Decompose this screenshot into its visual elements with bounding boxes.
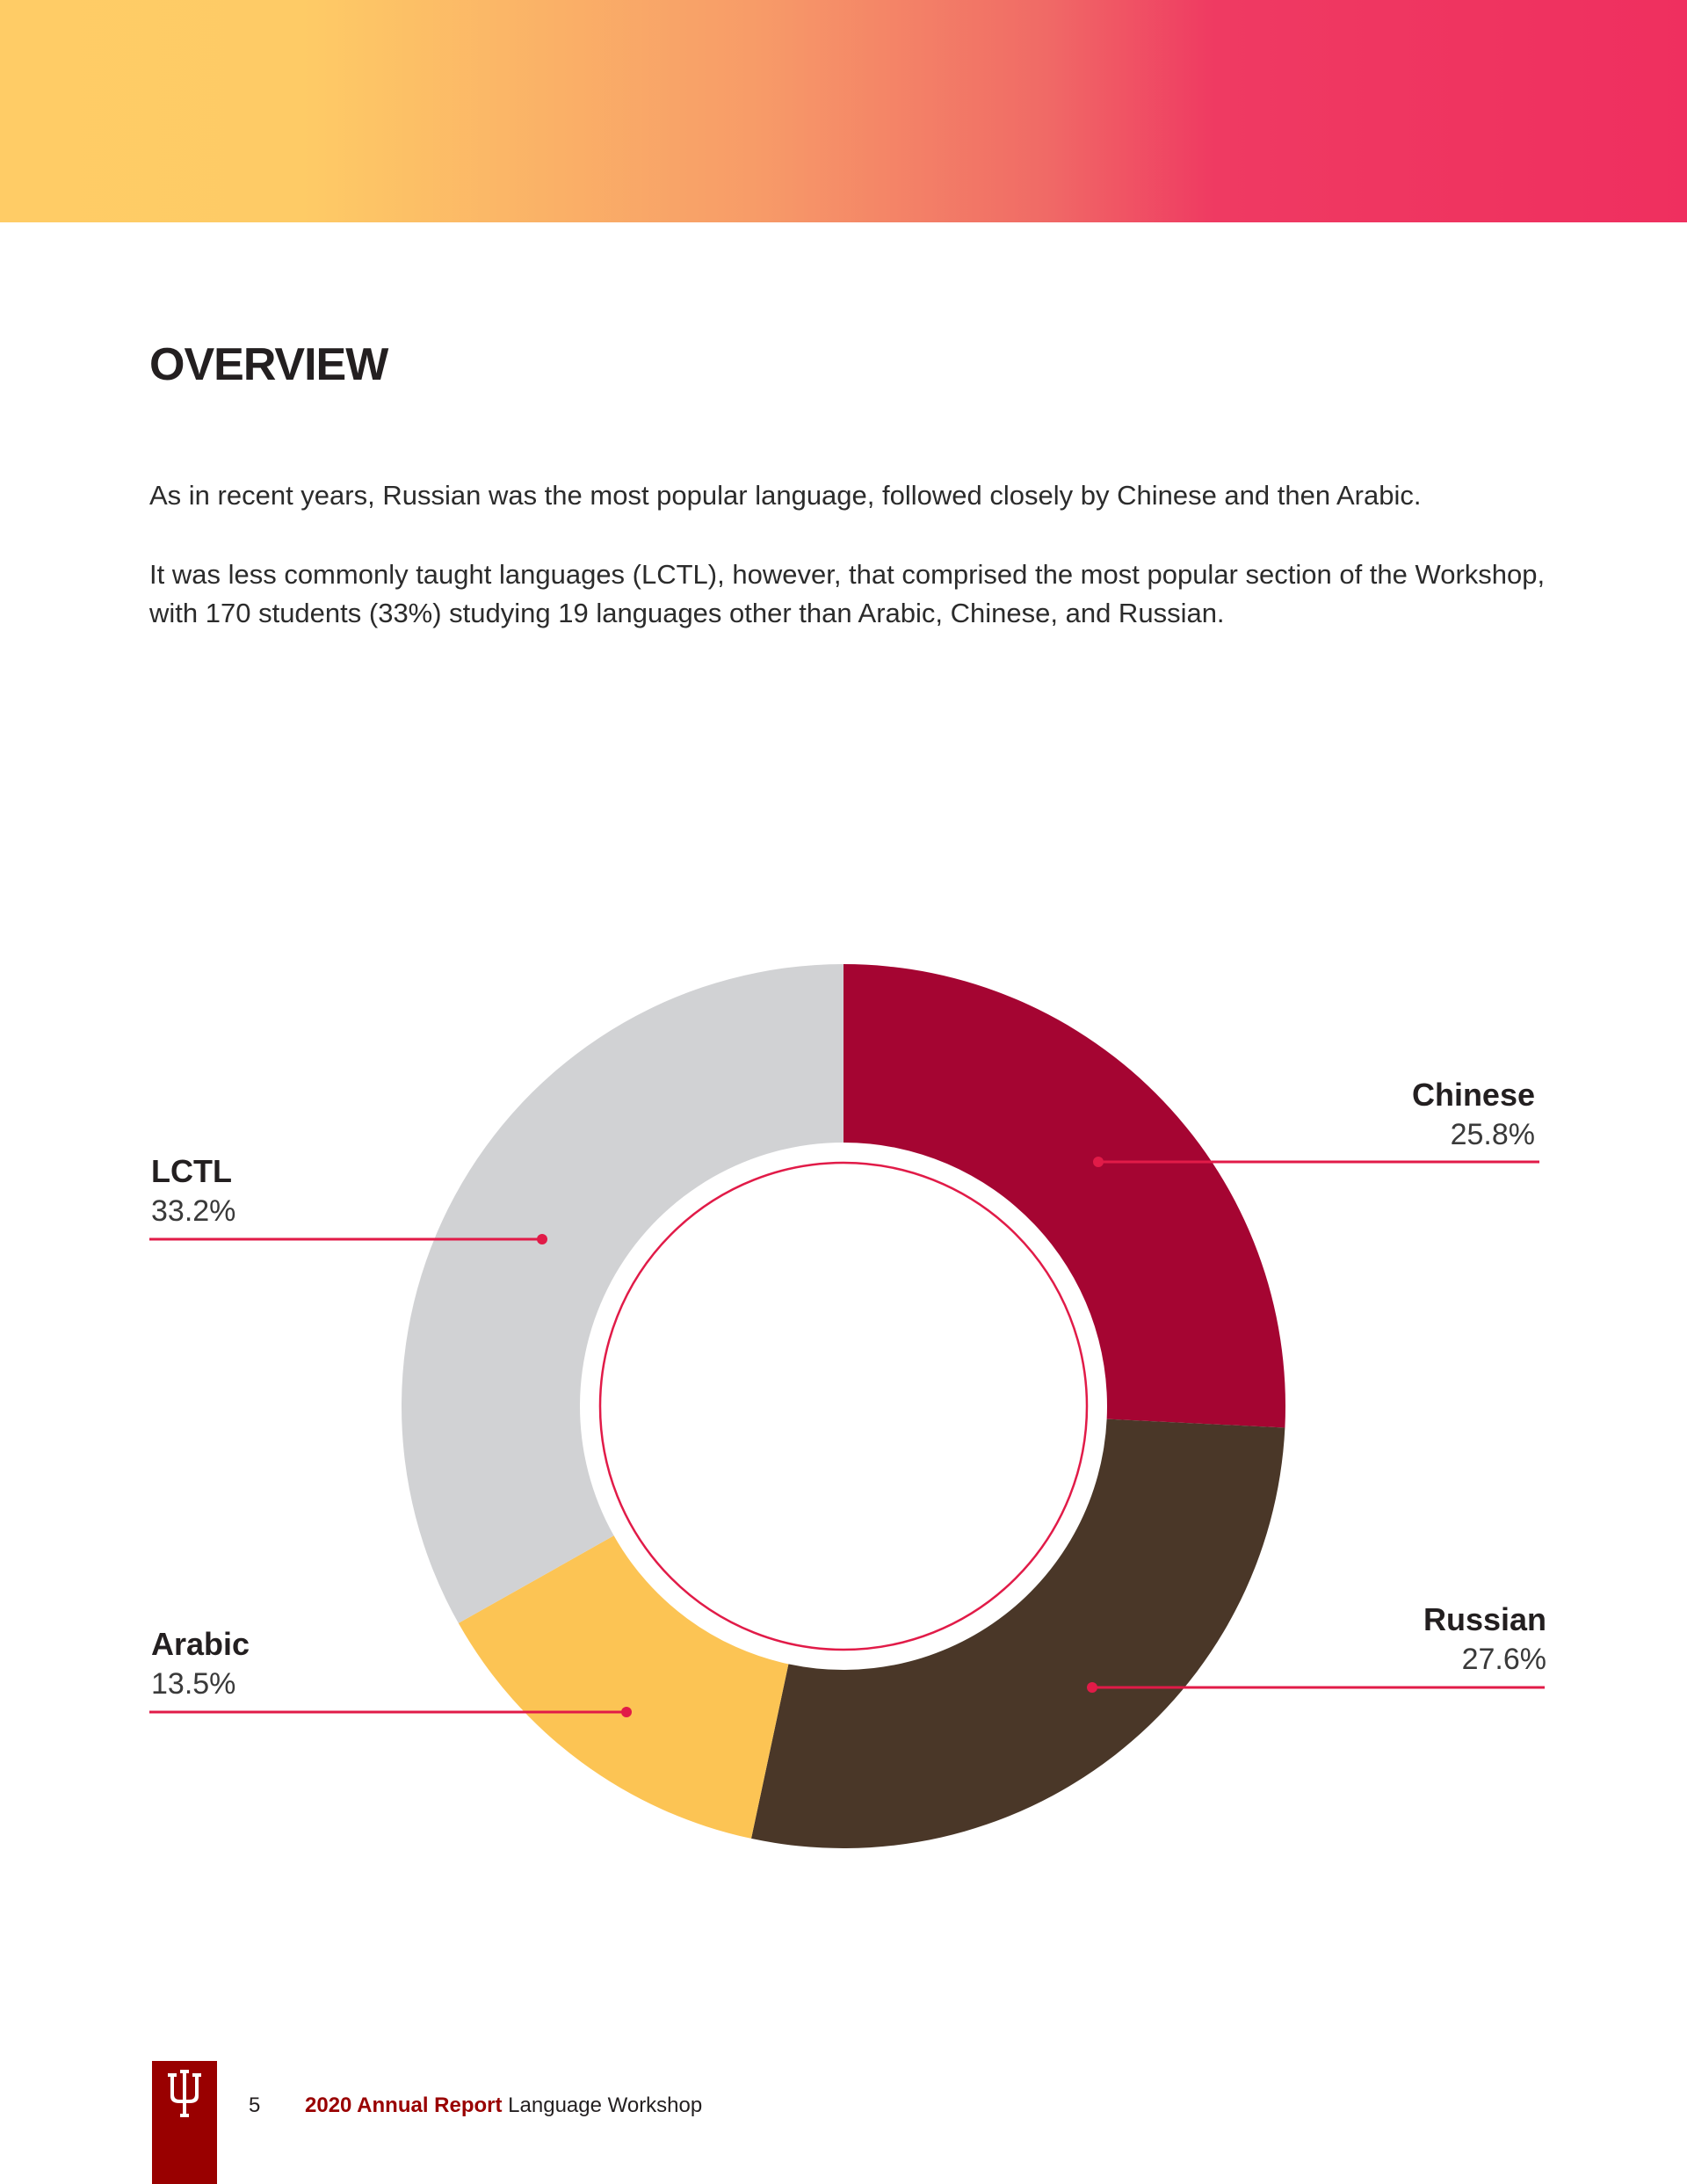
slice-label-chinese: Chinese <box>1411 1077 1535 1113</box>
language-donut-chart <box>0 923 1687 1934</box>
footer-report-year-title: 2020 Annual Report <box>305 2093 503 2117</box>
donut-slice-chinese <box>844 964 1285 1427</box>
slice-value-lctl: 33.2% <box>151 1194 236 1228</box>
intro-paragraph: As in recent years, Russian was the most popular language, followed closely by Chinese and then Arabic. <box>149 480 1422 511</box>
page-title: OVERVIEW <box>149 339 388 390</box>
leader-dot-lctl <box>537 1234 547 1244</box>
slice-label-russian: Russian <box>1423 1601 1546 1637</box>
university-logo-block <box>152 2061 217 2184</box>
footer-report-subtitle: Language Workshop <box>508 2093 703 2117</box>
donut-slice-lctl <box>402 964 844 1623</box>
lctl-paragraph: It was less commonly taught languages (LCTL), however, that comprised the most popular section of the Workshop, with 170 students (33%) studying 19 languages other than Arabic, Chinese, and Russian. <box>149 559 1546 628</box>
donut-slice-russian <box>751 1419 1285 1848</box>
slice-value-arabic: 13.5% <box>151 1667 236 1701</box>
page-number: 5 <box>249 2093 261 2117</box>
slice-value-russian: 27.6% <box>1461 1643 1546 1676</box>
donut-inner-ring <box>600 1163 1087 1650</box>
header-gradient-band <box>0 0 1687 222</box>
leader-dot-arabic <box>621 1707 632 1717</box>
leader-dot-chinese <box>1093 1157 1104 1167</box>
leader-dot-russian <box>1087 1682 1097 1693</box>
slice-label-lctl: LCTL <box>151 1153 232 1189</box>
trident-logo-icon <box>152 2061 217 2131</box>
slice-value-chinese: 25.8% <box>1450 1118 1535 1151</box>
footer-report-title <box>305 2093 702 2118</box>
slice-label-arabic: Arabic <box>151 1626 250 1662</box>
